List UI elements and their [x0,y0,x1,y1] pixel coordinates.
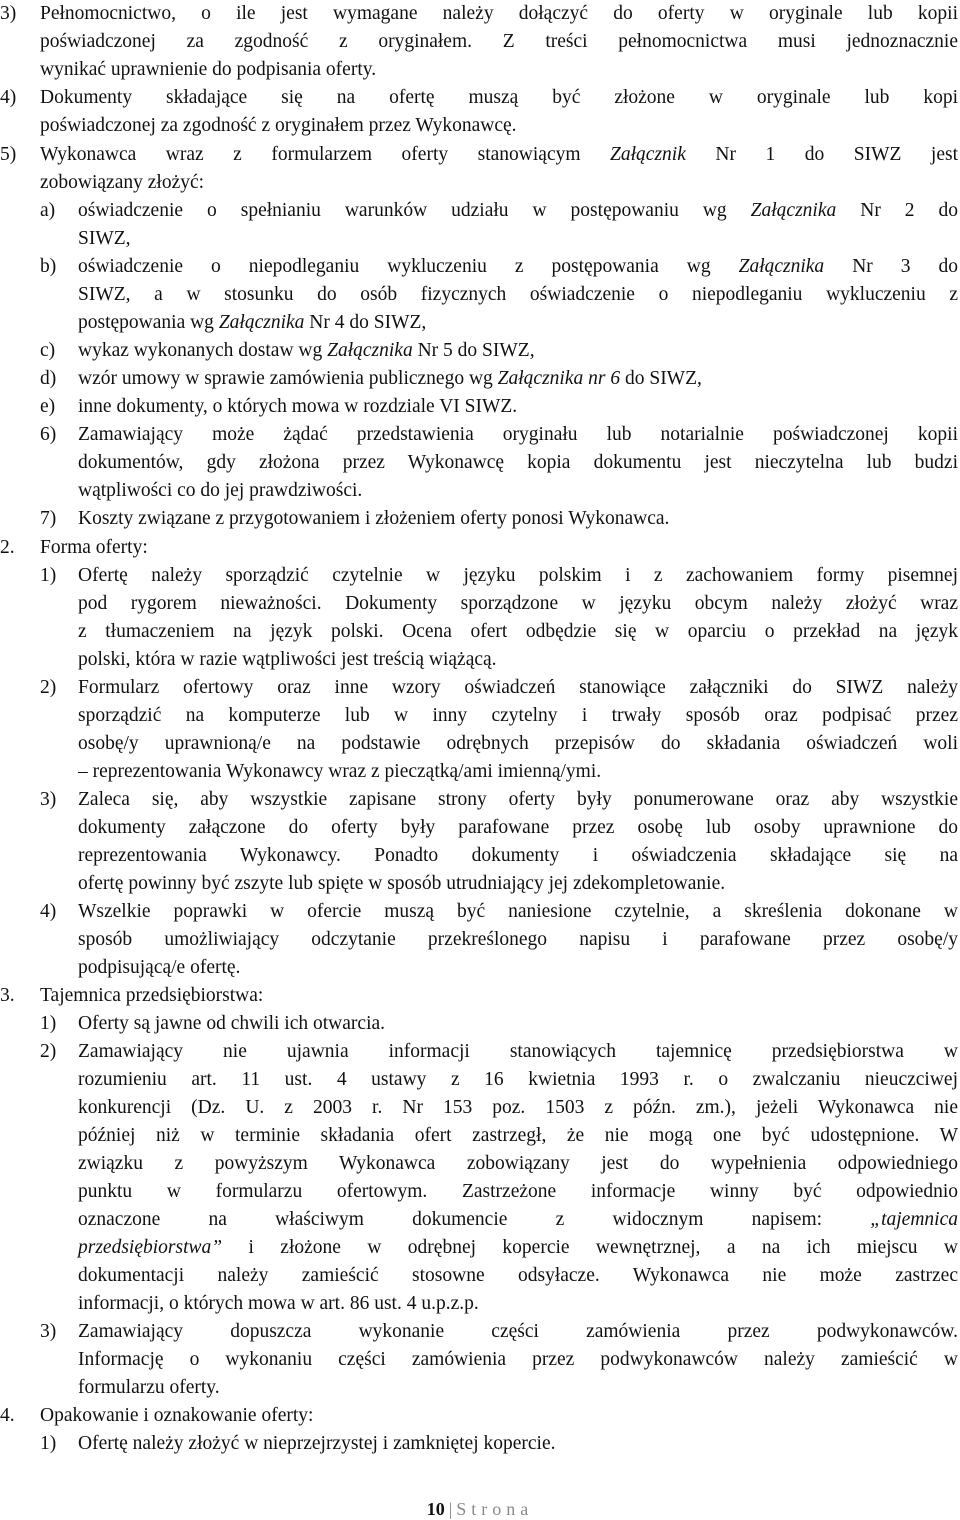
line-text: dokumentacji należy zamieścić stosowne odsyłacze. Wykonawca nie może zastrzec [78,1265,958,1286]
line-text-part: oświadczenie o spełnianiu warunków udziału w postępowaniu wg [78,200,727,221]
line-text: konkurencji (Dz. U. z 2003 r. Nr 153 poz. 1503 z późn. zm.), jeżeli Wykonawca nie [78,1097,958,1118]
page-footer [0,1498,960,1520]
line-text: Wszelkie poprawki w ofercie muszą być naniesione czytelnie, a skreślenia dokonane w [78,901,958,922]
line-text: zobowiązany złożyć: [40,172,205,193]
line-text: Pełnomocnictwo, o ile jest wymagane należy dołączyć do oferty w oryginale lub kopii [40,3,958,24]
line-text: punktu w formularzu ofertowym. Zastrzeżone informacje winny być odpowiednio [78,1181,958,1202]
list-marker: 2) [40,1041,57,1062]
italic-reference: Załącznika [327,340,413,361]
list-marker: d) [40,368,57,389]
line-text: z tłumaczeniem na język polski. Ocena ofert odbędzie się w oparciu o przekład na język [78,621,958,642]
list-marker: 4) [0,87,17,108]
list-marker: 4) [40,901,57,922]
line-text: – reprezentowania Wykonawcy wraz z pieczątką/ami imienną/ymi. [78,761,602,782]
italic-reference: Załącznika [750,200,837,221]
list-marker: 2) [40,677,57,698]
line-text-part: postępowania wg [78,312,214,333]
line-text: Ofertę należy złożyć w nieprzejrzystej i zamkniętej kopercie. [78,1433,556,1454]
italic-reference: Załącznika nr 6 [497,368,621,389]
line-text: poświadczonej za zgodność z oryginałem przez Wykonawcę. [40,115,517,136]
line-text: Zamawiający nie ujawnia informacji stanowiących tajemnicę przedsiębiorstwa w [78,1041,958,1062]
line-text: Dokumenty składające się na ofertę muszą być złożone w oryginale lub kopi [40,87,958,108]
line-text: związku z powyższym Wykonawca zobowiązany jest do wypełnienia odpowiedniego [78,1153,958,1174]
line-text: formularzu oferty. [78,1377,220,1398]
line-text: Forma oferty: [40,537,148,558]
line-text-part: oznaczone na właściwym dokumencie z widocznym napisem: [78,1209,823,1230]
line-text: Oferty są jawne od chwili ich otwarcia. [78,1013,386,1034]
line-text-part: Nr 1 do SIWZ jest [715,144,959,165]
line-text: sporządzić na komputerze lub w inny czytelny i trwały sposób oraz podpisać przez [78,705,958,726]
line-text: Zamawiający może żądać przedstawienia oryginału lub notarialnie poświadczonej kopii [78,424,958,445]
page-number: 10 [426,1499,445,1519]
line-text: inne dokumenty, o których mowa w rozdziale VI SIWZ. [78,396,518,417]
line-text: później niż w terminie składania ofert zastrzegł, że nie mogą one być udostępnione. W [78,1125,958,1146]
line-text-part: Nr 5 do SIWZ, [417,340,535,361]
line-text: wynikać uprawnienie do podpisania oferty. [40,59,377,80]
line-text: SIWZ, [78,228,131,249]
line-text: Zamawiający dopuszcza wykonanie części zamówienia przez podwykonawców. [78,1321,958,1342]
list-marker: c) [40,340,56,361]
line-text [78,1234,958,1262]
line-text-part: Nr 2 do [860,200,959,221]
footer-separator: | [448,1499,453,1519]
line-text: Ofertę należy sporządzić czytelnie w języku polskim i z zachowaniem formy pisemnej [78,565,958,586]
line-text: Formularz ofertowy oraz inne wzory oświadczeń stanowiące załączniki do SIWZ należy [78,677,958,698]
list-marker: 1) [40,565,57,586]
line-text: dokumentów, gdy złożona przez Wykonawcę kopia dokumentu jest nieczytelna lub budzi [78,452,958,473]
line-text: Informację o wykonaniu części zamówienia przez podwykonawców należy zamieścić w [78,1349,958,1370]
line-text: Zaleca się, aby wszystkie zapisane strony oferty były ponumerowane oraz aby wszystkie [78,789,958,810]
line-text [78,365,958,393]
line-text: reprezentowania Wykonawcy. Ponadto dokumenty i oświadczenia składające się na [78,845,958,866]
line-text-part: Wykonawca wraz z formularzem oferty stanowiącym [40,144,581,165]
line-text: podpisującą/e ofertę. [78,957,241,978]
italic-reference: „tajemnica [870,1209,958,1230]
list-marker: 3. [0,985,15,1006]
italic-reference: Załącznik [610,144,686,165]
line-text: poświadczonej za zgodność z oryginałem. Z treści pełnomocnictwa musi jednoznacznie [40,31,958,52]
italic-reference: Załącznika [218,312,305,333]
line-text: ofertę powinny być zszyte lub spięte w sposób utrudniający jej zdekompletowanie. [78,873,726,894]
line-text [78,337,958,365]
list-marker: b) [40,256,57,277]
line-text: wątpliwości co do jej prawdziwości. [78,480,363,501]
line-text [78,309,958,337]
line-text-part: wykaz wykonanych dostaw wg [78,340,323,361]
line-text-part: wzór umowy w sprawie zamówienia publicznego wg [78,368,493,389]
line-text: Opakowanie i oznakowanie oferty: [40,1405,314,1426]
list-marker: 3) [40,1321,57,1342]
line-text-part: oświadczenie o niepodleganiu wykluczeniu z postępowania wg [78,256,711,277]
line-text: informacji, o których mowa w art. 86 ust. 4 u.p.z.p. [78,1293,479,1314]
footer-page-word: Strona [456,1499,534,1519]
italic-reference: przedsiębiorstwa” [78,1237,223,1258]
line-text: polski, która w razie wątpliwości jest treścią wiążącą. [78,649,497,670]
list-marker: 3) [0,3,17,24]
line-text: pod rygorem nieważności. Dokumenty sporządzone w języku obcym należy złożyć wraz [78,593,958,614]
line-text-part: Nr 4 do SIWZ, [309,312,427,333]
line-text: sposób umożliwiający odczytanie przekreślonego napisu i parafowane przez osobę/y [78,929,958,950]
line-text: Koszty związane z przygotowaniem i złożeniem oferty ponosi Wykonawca. [78,508,670,529]
line-text: SIWZ, a w stosunku do osób fizycznych oświadczenie o niepodleganiu wykluczeniu z [78,284,958,305]
italic-reference: Załącznika [738,256,825,277]
line-text: dokumenty załączone do oferty były parafowane przez osobę lub osoby uprawnione do [78,817,958,838]
line-text [78,253,958,281]
list-marker: 1) [40,1013,57,1034]
line-text: rozumieniu art. 11 ust. 4 ustawy z 16 kwietnia 1993 r. o zwalczaniu nieuczciwej [78,1069,958,1090]
line-text [78,1206,958,1234]
list-marker: 3) [40,789,57,810]
list-marker: 2. [0,537,15,558]
line-text: osobę/y uprawnioną/e na podstawie odrębnych przepisów do składania oświadczeń woli [78,733,958,754]
list-marker: e) [40,396,56,417]
list-marker: a) [40,200,56,221]
list-marker: 5) [0,144,17,165]
line-text-part: Nr 3 do [852,256,959,277]
line-text [78,197,958,225]
list-marker: 7) [40,508,57,529]
line-text [40,141,958,169]
list-marker: 4. [0,1405,15,1426]
list-marker: 1) [40,1433,57,1454]
line-text-part: i złożone w odrębnej kopercie wewnętrznej, a na ich miejscu w [248,1237,958,1258]
line-text-part: do SIWZ, [624,368,702,389]
list-marker: 6) [40,424,57,445]
line-text: Tajemnica przedsiębiorstwa: [40,985,264,1006]
